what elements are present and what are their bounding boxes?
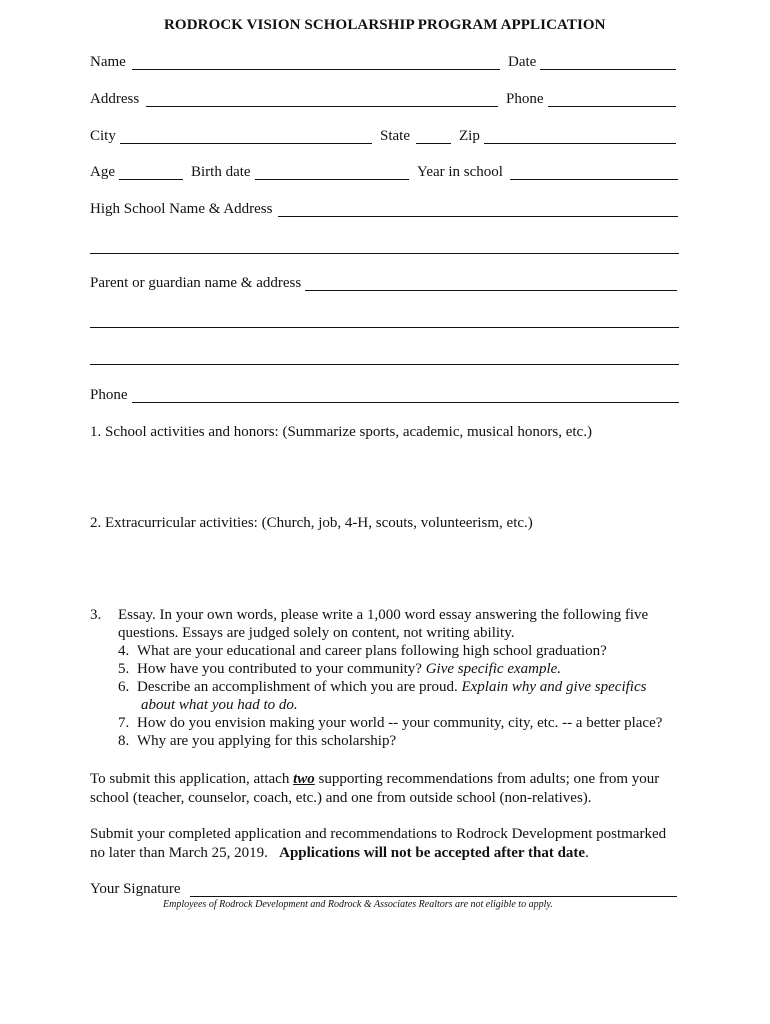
name-field[interactable] <box>132 69 500 70</box>
high-school-label: High School Name & Address <box>90 201 273 217</box>
parent-field[interactable] <box>305 290 677 291</box>
date-field[interactable] <box>540 69 676 70</box>
high-school-field[interactable] <box>278 216 678 217</box>
essay-item-italic: Give specific example. <box>425 661 562 677</box>
essay-item-italic: Explain why and give specifics <box>461 679 647 695</box>
page-title: RODROCK VISION SCHOLARSHIP PROGRAM APPLICATION <box>164 17 606 33</box>
date-label: Date <box>508 54 537 70</box>
state-field[interactable] <box>416 143 451 144</box>
address-label: Address <box>90 91 140 107</box>
phone-field[interactable] <box>548 106 676 107</box>
submit-paragraph-1-line-2: school (teacher, counselor, coach, etc.) and one from outside school (non-relatives). <box>90 790 592 806</box>
eligibility-note: Employees of Rodrock Development and Rodrock & Associates Realtors are not eligible to apply. <box>163 899 553 910</box>
essay-item-text: What are your educational and career plans following high school graduation? <box>137 643 607 659</box>
submit-text: To submit this application, attach <box>90 771 294 787</box>
essay-item-number: 4. <box>118 643 130 659</box>
parent-label: Parent or guardian name & address <box>90 275 302 291</box>
essay-item-text: How do you envision making your world -- your community, city, etc. -- a better place? <box>137 715 663 731</box>
essay-item-number: 5. <box>118 661 130 677</box>
submit-paragraph-2-line-2 <box>90 844 589 862</box>
city-field[interactable] <box>120 143 372 144</box>
essay-item-5 <box>118 660 561 678</box>
essay-item-number: 8. <box>118 733 130 749</box>
parent-phone-label: Phone <box>90 387 128 403</box>
essay-item-text: Describe an accomplishment of which you are proud. <box>137 679 462 695</box>
age-label: Age <box>90 164 115 180</box>
essay-item-4 <box>118 642 607 660</box>
birth-date-field[interactable] <box>255 179 409 180</box>
city-label: City <box>90 128 116 144</box>
birth-date-label: Birth date <box>191 164 251 180</box>
question-3-line-1: Essay. In your own words, please write a 1,000 word essay answering the following five <box>118 607 649 623</box>
phone-label: Phone <box>506 91 544 107</box>
essay-item-text: Why are you applying for this scholarship? <box>137 733 397 749</box>
essay-item-italic: about what you had to do. <box>141 697 298 713</box>
parent-phone-field[interactable] <box>132 402 679 403</box>
deadline-warning: Applications will not be accepted after that date <box>279 845 586 861</box>
essay-item-6-continued <box>141 696 298 714</box>
essay-item-text: How have you contributed to your community? <box>137 661 426 677</box>
submit-text: . <box>585 845 589 861</box>
parent-field-line-2[interactable] <box>90 327 679 328</box>
parent-field-line-3[interactable] <box>90 364 679 365</box>
zip-field[interactable] <box>484 143 676 144</box>
submit-paragraph-2-line-1: Submit your completed application and recommendations to Rodrock Development postmarked <box>90 826 667 842</box>
state-label: State <box>380 128 410 144</box>
question-2: 2. Extracurricular activities: (Church, job, 4-H, scouts, volunteerism, etc.) <box>90 515 533 531</box>
address-field[interactable] <box>146 106 498 107</box>
year-in-school-field[interactable] <box>510 179 678 180</box>
name-label: Name <box>90 54 126 70</box>
year-in-school-label: Year in school <box>417 164 503 180</box>
submit-paragraph-1-line-1 <box>90 770 659 788</box>
question-3-line-2: questions. Essays are judged solely on content, not writing ability. <box>118 625 515 641</box>
signature-field[interactable] <box>190 896 677 897</box>
emphasis-two: two <box>293 771 315 787</box>
submit-text: no later than March 25, 2019. <box>90 845 280 861</box>
question-1: 1. School activities and honors: (Summarize sports, academic, musical honors, etc.) <box>90 424 592 440</box>
signature-label: Your Signature <box>90 881 181 897</box>
essay-item-6 <box>118 678 646 696</box>
essay-item-7 <box>118 714 662 732</box>
essay-item-8 <box>118 732 396 750</box>
question-3-number: 3. <box>90 607 102 623</box>
submit-text: supporting recommendations from adults; one from your <box>314 771 660 787</box>
zip-label: Zip <box>459 128 480 144</box>
high-school-field-line-2[interactable] <box>90 253 679 254</box>
age-field[interactable] <box>119 179 183 180</box>
essay-item-number: 7. <box>118 715 130 731</box>
essay-item-number: 6. <box>118 679 130 695</box>
